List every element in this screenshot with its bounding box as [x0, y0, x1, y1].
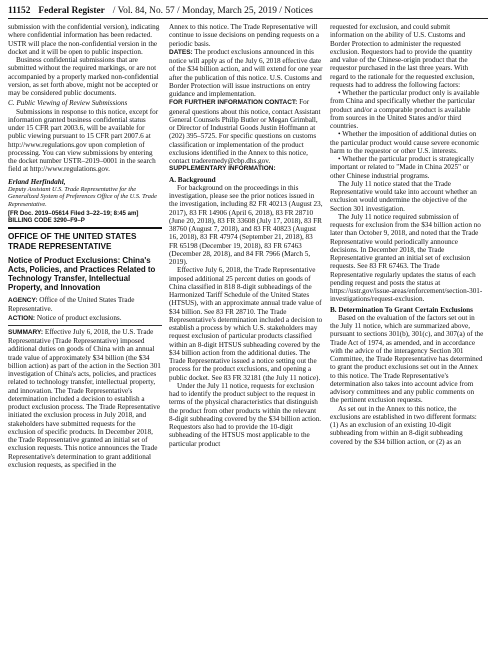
action-text: Notice of product exclusions. [36, 313, 122, 322]
summary-label: SUMMARY: [8, 328, 44, 336]
section-heading: C. Public Viewing of Review Submissions [8, 99, 128, 108]
section-heading: B. Determination To Grant Certain Exclusions [330, 305, 473, 314]
paragraph: Submissions in response to this notice, except for information granted business confidential status under 15 CFR part 2003.6, will be available for public viewing pursuant to 15 CFR part 2007.6 at http://www.regulations.gov upon completion of processing. You can view submissions by entering the docket number USTR–2019–0001 in the search field at http://www.regulations.gov. [8, 107, 159, 174]
signer-name: Erland Herfindahl, [8, 177, 66, 186]
paragraph: submission with the confidential version), indicating where confidential information has been redacted. USTR will place the non-confidential version in the docket and it will be open to public inspection. [8, 23, 160, 56]
billing-code: BILLING CODE 3290–F9–P [8, 216, 85, 224]
page-number: 11152 [8, 6, 31, 16]
column-1 [8, 23, 162, 469]
page-header [8, 6, 488, 19]
further-info-text: For general questions about this notice, contact Assistant General Counsels Philip Butler or Megan Grimball, or Director of Industrial Goods Justin Hoffmann at (202) 395–5725. For specific questions on customs classification or implementation of the product exclusions identified in the Annex to this notice, contact traderemedy@cbp.dhs.gov. [169, 98, 321, 165]
divider [8, 325, 162, 326]
bullet-item: • Whether the particular product is strategically important or related to "Made in China 2025" or other Chinese industrial programs. [330, 155, 475, 180]
summary-text: Effective July 6, 2018, the U.S. Trade Representative (Trade Representative) imposed additional duties on goods of China with an annual trade value of approximately $34 billion (the $34 billion action) as part of the action in the Section 301 investigation of China's acts, policies, and practices related to technology transfer, intellectual property, and innovation. The Trade Representative's determination included a decision to establish a product exclusion process. The Trade Representative initiated the exclusion process in July 2018, and stakeholders have submitted requests for the exclusion of specific products. In December 2018, the Trade Representative granted an initial set of exclusion requests. This notice announces the Trade Representative's determination to grant additional exclusion requests, as specified in the [8, 327, 161, 469]
fr-doc-line: [FR Doc. 2019–05614 Filed 3–22–19; 8:45 am] [8, 209, 139, 217]
bullet-item: • Whether the particular product only is available from China and specifically whether the particular product and/or a comparable product is available from sources in the United States and/or third countries. [330, 89, 480, 130]
publication-title: Federal Register [38, 6, 105, 16]
paragraph: requested for exclusion, and could submit information on the ability of U.S. Customs and Border Protection to administer the requested exclusion. Requestors had to provide the quantity and value of the Chinese-origin product that the requestor purchased in the last three years. With regard to the rationale for the requested exclusion, requests had to address the following factors: [330, 23, 475, 89]
column-2 [169, 23, 323, 469]
column-3 [330, 23, 484, 469]
bullet-item: • Whether the imposition of additional duties on the particular product would cause severe economic harm to the requestor or other U.S. interests. [330, 130, 480, 155]
columns [8, 23, 488, 469]
paragraph: As set out in the Annex to this notice, the exclusions are established in two different formats: (1) As an exclusion of an existing 10-digit subheading from within an 8-digit subheading covered by the $34 billion action, or (2) as an [330, 404, 477, 446]
agency-label: AGENCY: [8, 297, 38, 305]
paragraph: Based on the evaluation of the factors set out in the July 11 notice, which are summarized above, pursuant to sections 301(b), 301(c), and 307(a) of the Trade Act of 1974, as amended, and in accordance with the advice of the interagency Section 301 Committee, the Trade Representative has determined to grant the product exclusions set out in the Annex to this notice. The Trade Representative's determination also takes into account advice from advisory committees and any public comments on the pertinent exclusion requests. [330, 313, 484, 405]
divider [8, 227, 162, 229]
paragraph: The July 11 notice required submission of requests for exclusion from the $34 billion action no later than October 9, 2018, and noted that the Trade Representative would periodically announce decisions. In December 2018, the Trade Representative granted an initial set of exclusion requests. See 83 FR 67463. The Trade Representative regularly updates the status of each pending request and posts the status at https://ustr.gov/issue-areas/enforcement/section-301-investigations/request-exclusion. [330, 212, 483, 304]
action-label: ACTION: [8, 314, 36, 322]
further-info-label: FOR FURTHER INFORMATION CONTACT: [169, 99, 298, 107]
paragraph: Annex to this notice. The Trade Representative will continue to issue decisions on pending requests on a periodic basis. [169, 23, 320, 48]
notice-title: Notice of Product Exclusions: China's Acts, Policies, and Practices Related to Technology Transfer, Intellectual Property, and Innovation [8, 256, 156, 293]
supplementary-label: SUPPLEMENTARY INFORMATION: [169, 165, 276, 173]
agency-name: OFFICE OF THE UNITED STATES TRADE REPRESENTATIVE [8, 231, 137, 251]
dates-text: The product exclusions announced in this notice will apply as of the July 6, 2018 effective date of the $34 billion action, and will extend for one year after the publication of this notice. U.S. Customs and Border Protection will issue instructions on entry guidance and implementation. [169, 47, 323, 98]
paragraph: Under the July 11 notice, requests for exclusion had to identify the product subject to the request in terms of the physical characteristics that distinguish the product from other products within the relevant 8-digit subheading covered by the $34 billion action. Requestors also had to provide the 10-digit subheading of the HTSUS most applicable to the particular product [169, 381, 322, 448]
paragraph: Business confidential submissions that are submitted without the required markings, or are not accompanied by a properly marked non-confidential version, as set forth above, might not be accepted or may be considered public documents. [8, 56, 159, 97]
paragraph: For background on the proceedings in this investigation, please see the prior notices issued in the investigation, including 82 FR 40213 (August 23, 2017), 83 FR 14906 (April 6, 2018), 83 FR 28710 (June 20, 2018), 83 FR 33608 (July 17, 2018), 83 FR 38760 (August 7, 2018), and 83 FR 40823 (August 16, 2018), 83 FR 47974 (September 21, 2018), 83 FR 65198 (December 19, 2018), 83 FR 67463 (December 28, 2018), and 84 FR 7966 (March 5, 2019). [169, 183, 323, 266]
section-heading: A. Background [169, 175, 216, 184]
agency-text: Office of the United States Trade Representative. [8, 296, 135, 314]
signer-title: Deputy Assistant U.S. Trade Representative for the Generalized System of Preferences Office of the U.S. Trade Representative. [8, 185, 157, 208]
paragraph: The July 11 notice stated that the Trade Representative would take into account whether an exclusion would undermine the objective of the Section 301 investigation. [330, 179, 477, 213]
issue-line: / Vol. 84, No. 57 / Monday, March 25, 2019 / Notices [112, 6, 313, 16]
dates-label: DATES: [169, 48, 193, 56]
paragraph: Effective July 6, 2018, the Trade Representative imposed additional 25 percent duties on goods of China classified in 818 8-digit subheadings of the Harmonized Tariff Schedule of the United States (HTSUS), with an approximate annual trade value of $34 billion. See 83 FR 28710. The Trade Representative's determination included a decision to establish a process by which U.S. stakeholders may request exclusion of particular products classified within an 8-digit HTSUS subheading covered by the $34 billion action from the additional duties. The Trade Representative issued a notice setting out the process for the product exclusions, and opening a public docket. See 83 FR 32181 (the July 11 notice). [169, 266, 323, 382]
